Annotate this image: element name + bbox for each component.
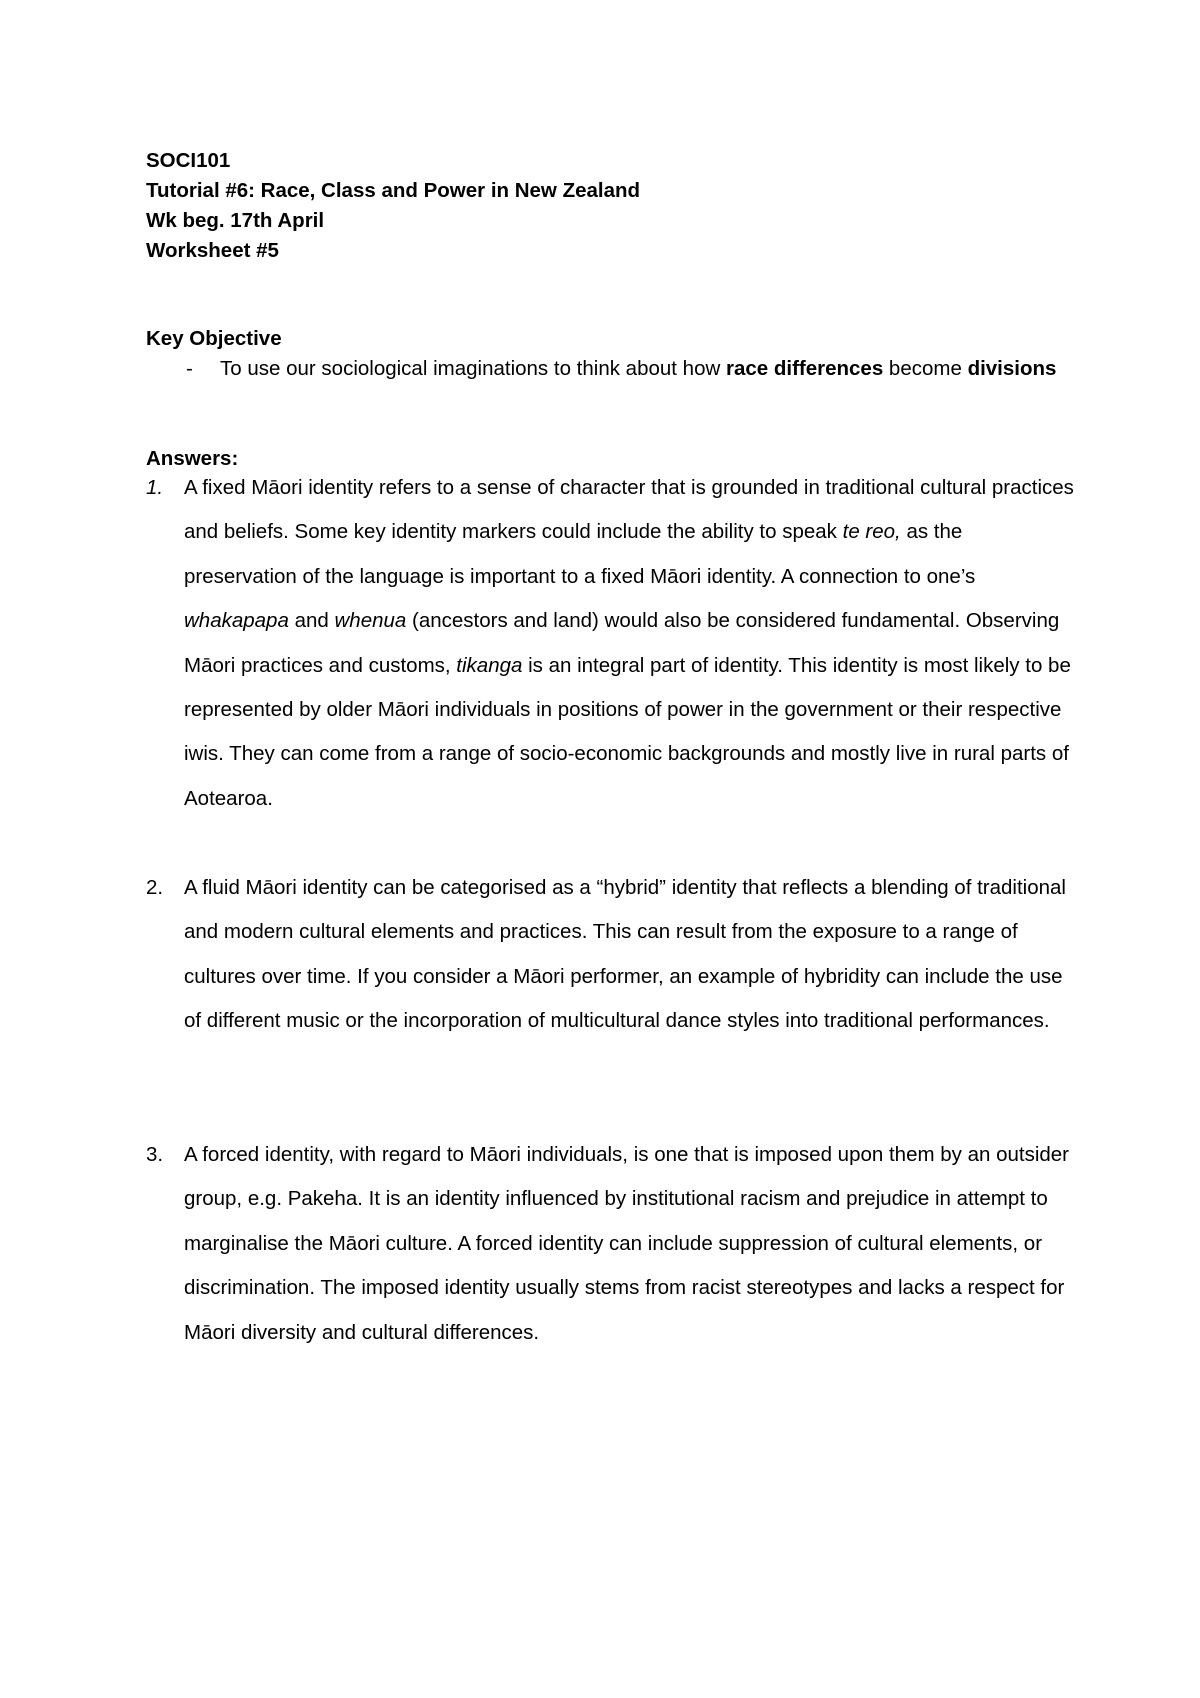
list-dash: -: [186, 357, 193, 380]
objective-list-item: [146, 354, 1076, 384]
italic-term-tikanga: tikanga: [456, 653, 523, 677]
answer-text: A fluid Māori identity can be categorised as a “hybrid” identity that reflects a blending of traditional and modern cultural elements and practices. This can result from the exposure to a range of cultures over time. If you consider a Māori performer, an example of hybridity can include the use of different music or the incorporation of multicultural dance styles into traditional performances.: [184, 876, 1066, 1033]
tutorial-title: Tutorial #6: Race, Class and Power in New Zealand: [146, 179, 641, 202]
answer-text: A forced identity, with regard to Māori individuals, is one that is imposed upon them by an outsider group, e.g. Pakeha. It is an identity influenced by institutional racism and prejudice in attempt to marginalise the Māori culture. A forced identity can include suppression of cultural elements, or discrimination. The imposed identity usually stems from racist stereotypes and lacks a respect for Māori diversity and cultural differences.: [184, 1143, 1070, 1344]
answer-item-1: [146, 466, 1076, 821]
key-objective-heading: Key Objective: [146, 327, 282, 350]
bold-race-differences: race differences: [725, 357, 884, 380]
answer-number: 3.: [146, 1143, 164, 1166]
answer-number: 1.: [146, 476, 164, 499]
italic-term-whenua: whenua: [334, 609, 407, 633]
bold-divisions: divisions: [967, 357, 1057, 380]
document-header: [146, 146, 640, 266]
week-label: Wk beg. 17th April: [146, 209, 325, 232]
answers-heading: Answers:: [146, 447, 239, 470]
answer-item-2: [146, 866, 1076, 1044]
answer-number: 2.: [146, 876, 164, 899]
course-code: SOCI101: [146, 149, 231, 172]
answer-item-3: [146, 1133, 1076, 1355]
italic-term-whakapapa: whakapapa: [184, 609, 289, 633]
italic-term-te-reo: te reo,: [842, 520, 901, 544]
answer-text: A fixed Māori identity refers to a sense of character that is grounded in traditional cultural practices and beliefs. Some key identity markers could include the ability to speak te reo, as the preservation of the language is important to a fixed Māori identity. A connection to one’s whakapapa and whenua (ancestors and land) would also be considered fundamental. Observing Māori practices and customs, tikanga is an integral part of identity. This identity is most likely to be represented by older Māori individuals in positions of power in the government or their respective iwis. They can come from a range of socio-economic backgrounds and mostly live in rural parts of Aotearoa.: [184, 476, 1074, 810]
objective-text: To use our sociological imaginations to think about how race differences become divisions: [220, 357, 1057, 380]
worksheet-label: Worksheet #5: [146, 239, 279, 262]
